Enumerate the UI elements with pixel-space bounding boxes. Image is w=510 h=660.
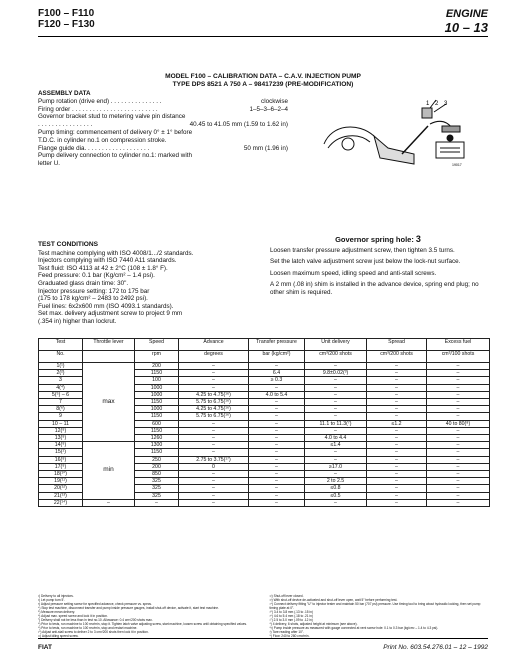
tc-line: Fuel lines: 6x2x600 mm (ISO 4093.1 standards). bbox=[38, 302, 174, 310]
table-cell: – bbox=[367, 370, 427, 377]
footnote: ⁵) Measure mean delivery. bbox=[38, 610, 76, 614]
table-cell: – bbox=[427, 413, 490, 420]
header-advance: Advance bbox=[179, 339, 249, 351]
table-cell: – bbox=[427, 435, 490, 442]
table-cell: 4.0 to 4.4 bbox=[305, 435, 367, 442]
calibration-table bbox=[38, 338, 490, 507]
cell-test-no: 20(¹²) bbox=[39, 485, 83, 492]
table-cell: – bbox=[367, 463, 427, 470]
governor-drawing bbox=[318, 98, 470, 170]
table-cell: – bbox=[305, 471, 367, 478]
bracket-line: Governor bracket stud to metering valve pin distance bbox=[38, 113, 186, 121]
table-cell: – bbox=[367, 384, 427, 391]
footnotes-right bbox=[270, 594, 490, 638]
table-cell: – bbox=[179, 420, 249, 427]
table-cell: – bbox=[249, 485, 305, 492]
table-cell: ≤0.8 bbox=[305, 485, 367, 492]
bracket-dots: . . . . . . . . . . . . . . . . bbox=[38, 121, 93, 129]
table-cell: – bbox=[367, 377, 427, 384]
cell-test-no: 5(⁵) – 6 bbox=[39, 391, 83, 398]
test-conditions-heading: TEST CONDITIONS bbox=[38, 241, 99, 248]
flange-label: Flange guide dia. . . . . . . . . . . . . . . . . . . bbox=[38, 144, 150, 152]
governor-hole-number: 3 bbox=[415, 234, 421, 244]
cell-test-no: 8(⁶) bbox=[39, 406, 83, 413]
cell-test-no: 15(¹) bbox=[39, 449, 83, 456]
table-cell: – bbox=[179, 499, 249, 506]
governor-spring-section bbox=[270, 236, 486, 301]
table-cell: – bbox=[249, 413, 305, 420]
models-line-2: F120 – F130 bbox=[38, 19, 95, 30]
table-cell: 600 bbox=[135, 420, 179, 427]
table-body bbox=[39, 363, 490, 507]
table-cell: ≤1.2 bbox=[367, 420, 427, 427]
table-cell: – bbox=[427, 377, 490, 384]
rotation-row bbox=[38, 98, 288, 106]
tc-line: Graduated glass drain time: 30". bbox=[38, 279, 129, 287]
header-throttle: Throttle lever bbox=[83, 339, 135, 351]
table-cell: 1150 bbox=[135, 449, 179, 456]
table-row bbox=[39, 442, 490, 449]
unit-advance: degrees bbox=[179, 351, 249, 363]
governor-paragraph: Loosen transfer pressure adjustment screw, then tighten 3.5 turns. bbox=[270, 246, 455, 254]
table-cell: – bbox=[135, 499, 179, 506]
table-cell: – bbox=[179, 478, 249, 485]
table-cell: 5.75 to 6.75(¹⁶) bbox=[179, 399, 249, 406]
footnote: ⁴) Stop test machine, disconnect transfer and pump inside pressure gauges, install shut-off device, activate it, start test machine. bbox=[38, 606, 219, 610]
table-cell: – bbox=[179, 442, 249, 449]
header-speed: Speed bbox=[135, 339, 179, 351]
table-cell: 200 bbox=[135, 363, 179, 370]
table-cell: – bbox=[179, 485, 249, 492]
table-cell: – bbox=[305, 499, 367, 506]
table-cell: – bbox=[249, 406, 305, 413]
table-cell: – bbox=[249, 499, 305, 506]
table-cell: 1150 bbox=[135, 399, 179, 406]
table-cell: 5.75 to 6.75(¹⁶) bbox=[179, 413, 249, 420]
footer-brand: FIAT bbox=[38, 644, 52, 651]
table-cell: 1150 bbox=[135, 413, 179, 420]
cell-test-no: 19(¹¹) bbox=[39, 478, 83, 485]
header-transfer: Transfer pressure bbox=[249, 339, 305, 351]
tc-line: Feed pressure: 0.1 bar (Kg/cm² – 1.4 psi). bbox=[38, 272, 155, 280]
table-cell: – bbox=[427, 399, 490, 406]
cell-test-no: 2(²) bbox=[39, 370, 83, 377]
table-row bbox=[39, 499, 490, 506]
governor-heading-label: Governor spring hole: bbox=[335, 235, 414, 244]
table-cell: – bbox=[427, 492, 490, 499]
table-cell: – bbox=[427, 456, 490, 463]
firing-value: 1–5–3–6–2–4 bbox=[249, 105, 288, 113]
unit-transfer: bar (kg/cm²) bbox=[249, 351, 305, 363]
footer-rule bbox=[38, 638, 488, 639]
cell-test-no: 22(¹⁴) bbox=[39, 499, 83, 506]
table-cell: – bbox=[367, 413, 427, 420]
delivery-line-1: Pump delivery connection to cylinder no.1: marked with bbox=[38, 152, 193, 160]
table-cell: – bbox=[427, 485, 490, 492]
page-title bbox=[38, 73, 488, 89]
flange-row bbox=[38, 145, 288, 153]
footnote: ³) Tare reading after 10". bbox=[269, 630, 304, 634]
table-units-row bbox=[39, 351, 490, 363]
table-cell: 200 bbox=[135, 463, 179, 470]
section-header bbox=[445, 8, 488, 34]
table-cell: 11.1 to 11.3(⁷) bbox=[305, 420, 367, 427]
table-cell: – bbox=[305, 363, 367, 370]
footnote: ⁸) Flow: 240 to 280 cm³/min. bbox=[269, 634, 310, 638]
table-cell: – bbox=[367, 449, 427, 456]
footnote: ¹¹) Adjust idling speed screw. bbox=[38, 634, 79, 638]
unit-speed: rpm bbox=[135, 351, 179, 363]
table-cell: – bbox=[249, 363, 305, 370]
table-cell: – bbox=[249, 456, 305, 463]
table-cell: – bbox=[179, 449, 249, 456]
cell-throttle-max: max bbox=[83, 363, 135, 442]
firing-row bbox=[38, 106, 288, 114]
table-cell: 1260 bbox=[135, 435, 179, 442]
table-cell: 2 to 2.5 bbox=[305, 478, 367, 485]
rotation-label: Pump rotation (drive end) . . . . . . . . . . . . . . . bbox=[38, 97, 162, 105]
table-cell: – bbox=[427, 363, 490, 370]
footnote: ³) Adjust pressure setting screw for specified advance, check pressure vs. specs. bbox=[38, 602, 152, 606]
table-cell: – bbox=[305, 384, 367, 391]
table-cell: – bbox=[367, 427, 427, 434]
delivery-line-2: letter U. bbox=[38, 160, 61, 168]
header-unit-delivery: Unit delivery bbox=[305, 339, 367, 351]
table-cell: 4.0 to 5.4 bbox=[249, 391, 305, 398]
table-cell: 100 bbox=[135, 377, 179, 384]
firing-label: Firing order . . . . . . . . . . . . . . . . . . . . . . . . . bbox=[38, 105, 158, 113]
title-line-2: TYPE DPS 8521 A 750 A – 98417239 (PRE-MODIFICATION) bbox=[172, 81, 354, 88]
table-cell: – bbox=[367, 492, 427, 499]
table-cell: – bbox=[249, 427, 305, 434]
unit-test: No. bbox=[39, 351, 83, 363]
cell-test-no: 21(¹³) bbox=[39, 492, 83, 499]
table-cell: 850 bbox=[135, 471, 179, 478]
cell-test-no: 12(⁹) bbox=[39, 427, 83, 434]
unit-throttle bbox=[83, 351, 135, 363]
cell-test-no: 1(¹) bbox=[39, 363, 83, 370]
header-test: Test bbox=[39, 339, 83, 351]
table-cell: ≤0.5 bbox=[305, 492, 367, 499]
cell-test-no: 9 bbox=[39, 413, 83, 420]
table-cell: – bbox=[367, 499, 427, 506]
assembly-data bbox=[38, 90, 288, 168]
flange-value: 50 mm (1.96 in) bbox=[243, 144, 288, 152]
table-cell: – bbox=[305, 406, 367, 413]
table-cell: – bbox=[367, 435, 427, 442]
table-cell: – bbox=[305, 399, 367, 406]
tc-line: (175 to 178 kg/cm² – 2483 to 2492 psi). bbox=[38, 295, 148, 303]
table-cell: – bbox=[367, 478, 427, 485]
governor-paragraph: Loosen maximum speed, idling speed and anti-stall screws. bbox=[270, 269, 437, 277]
table-cell: 325 bbox=[135, 485, 179, 492]
footnote: *) 4 delivery, 6 shots, adjusted height at minimum (see above). bbox=[269, 622, 358, 626]
models-line-1: F100 – F110 bbox=[38, 8, 95, 19]
cell-test-no: 17(⁹) bbox=[39, 463, 83, 470]
footnote: ¹²) Shut-off lever closed. bbox=[269, 594, 304, 598]
table-cell: – bbox=[367, 485, 427, 492]
governor-paragraph: A 2 mm (.08 in) shim is installed in the advance device, spring end plug; no other shim is required. bbox=[270, 281, 479, 296]
cell-test-no: 10 – 11 bbox=[39, 420, 83, 427]
table-cell: – bbox=[427, 384, 490, 391]
footnote: ⁶) Adjust max. speed screw and lock it in position. bbox=[38, 614, 108, 618]
header-excess-fuel: Excess fuel bbox=[427, 339, 490, 351]
table-cell: – bbox=[249, 420, 305, 427]
tc-line: Injectors complying with ISO 7440 A11 standards. bbox=[38, 257, 177, 265]
unit-excess: cm³/100 shots bbox=[427, 351, 490, 363]
table-cell: – bbox=[179, 435, 249, 442]
footnote: ¹⁵) 3.4 to 3.8 mm (.13 to .15 in) bbox=[269, 610, 313, 614]
table-cell: – bbox=[249, 463, 305, 470]
footnote: ⁷) Delivery shall not be less than in test no.10. Allowance: 0.4 cm³/200 shots max. bbox=[38, 618, 153, 622]
governor-diagram bbox=[318, 98, 470, 170]
table-cell: – bbox=[367, 363, 427, 370]
table-cell: – bbox=[249, 399, 305, 406]
table-cell: – bbox=[305, 449, 367, 456]
cell-test-no: 18(¹⁰) bbox=[39, 471, 83, 478]
footnote: *²) Pump inside pressure as measured with gauge connected at vent screw hole: 0.1 to 0.3 bar (kg/cm² – 1.4 to 4.3 psi). bbox=[269, 626, 439, 630]
table-cell: – bbox=[179, 427, 249, 434]
table-cell: – bbox=[367, 399, 427, 406]
bracket-row bbox=[38, 121, 288, 129]
governor-heading bbox=[270, 236, 486, 244]
table-cell: – bbox=[249, 384, 305, 391]
tc-line: Test fluid: ISO 4113 at 42 ± 2°C (108 ± 1.8° F). bbox=[38, 264, 168, 272]
table-cell: 1150 bbox=[135, 427, 179, 434]
footnote: ⁹) Prior to tests, run machine to 100 rev/min, stop and restart machine. bbox=[38, 626, 138, 630]
table-cell: – bbox=[427, 449, 490, 456]
timing-line-2: T.D.C. in cylinder no.1 on compression stroke. bbox=[38, 136, 167, 144]
diagram-label-2: 2 bbox=[435, 101, 439, 107]
table-cell: – bbox=[427, 499, 490, 506]
footnote: ¹⁰) Adjust anti-stall screw to deliver 2 to 3 cm³/200 shots then lock it in position. bbox=[38, 630, 149, 634]
table-cell: ≤1.4 bbox=[305, 442, 367, 449]
table-cell: 2.75 to 3.75(¹⁷) bbox=[179, 456, 249, 463]
footnote: ¹) Delivery to all injectors. bbox=[38, 594, 74, 598]
unit-spread: cm³/200 shots bbox=[367, 351, 427, 363]
tc-line: (.354 in) higher than lockrut. bbox=[38, 317, 117, 325]
footnotes bbox=[38, 594, 489, 638]
table-cell: – bbox=[305, 391, 367, 398]
assembly-heading: ASSEMBLY DATA bbox=[38, 90, 91, 97]
table-cell: – bbox=[179, 471, 249, 478]
cell-test-no: 13(⁹) bbox=[39, 435, 83, 442]
table-header-row bbox=[39, 339, 490, 351]
table-cell: 1000 bbox=[135, 406, 179, 413]
table-cell: – bbox=[427, 463, 490, 470]
table-cell: – bbox=[427, 391, 490, 398]
footnote: ¹⁷) 2.5 to 3.0 mm (.09 to .12 in) bbox=[269, 618, 313, 622]
table-cell: – bbox=[427, 442, 490, 449]
rotation-value: clockwise bbox=[261, 97, 288, 105]
test-conditions bbox=[38, 241, 258, 326]
table-cell: – bbox=[249, 449, 305, 456]
table-cell: 6.4 bbox=[249, 370, 305, 377]
table-cell: – bbox=[305, 413, 367, 420]
footnote: ²) Let pump turn 5'. bbox=[38, 598, 65, 602]
footnote: ¹³) With shut-off device de-activated and shut-off lever open, wait 5" before performing test. bbox=[269, 598, 398, 602]
tc-line: Injector pressure setting: 172 to 175 bar bbox=[38, 287, 150, 295]
table-cell: – bbox=[367, 456, 427, 463]
table-cell: – bbox=[179, 370, 249, 377]
table-cell: – bbox=[367, 471, 427, 478]
table-cell: ≥ 0.3 bbox=[249, 377, 305, 384]
footnote: ¹⁴) Connect delivery fitting "U" to injector tester and maintain 50 bar (707 psi) pressure. Use timing tool to bring about hydraulic locking, then set pump timing plate at 0°. bbox=[269, 602, 481, 610]
table-cell: – bbox=[179, 492, 249, 499]
cell-test-no: 16(⁹) bbox=[39, 456, 83, 463]
table-cell: 1000 bbox=[135, 384, 179, 391]
footnote: ⁸) Prior to tests, run machine to 100 rev/min, stop it. Tighten latch valve adjusting screw, start machine, loosen screw until obtaining specified values. bbox=[38, 622, 247, 626]
table-cell: – bbox=[367, 406, 427, 413]
table-cell: – bbox=[305, 456, 367, 463]
governor-paragraph: Set the latch valve adjustment screw just below the lock-nut surface. bbox=[270, 258, 461, 266]
table-cell: – bbox=[427, 427, 490, 434]
table-cell: 4.25 to 4.75(¹⁶) bbox=[179, 391, 249, 398]
diagram-label-3: 3 bbox=[444, 101, 448, 107]
cell-throttle: – bbox=[83, 499, 135, 506]
table-cell: – bbox=[305, 377, 367, 384]
table-cell: – bbox=[367, 442, 427, 449]
models-header bbox=[38, 8, 95, 30]
cell-throttle-min: min bbox=[83, 442, 135, 500]
tc-line: Set max. delivery adjustment screw to project 9 mm bbox=[38, 310, 183, 318]
title-line-1: MODEL F100 – CALIBRATION DATA – C.A.V. INJECTION PUMP bbox=[165, 73, 361, 80]
table-cell: – bbox=[427, 406, 490, 413]
table-cell: – bbox=[305, 427, 367, 434]
footnote: ¹⁶) 4.6 to 5.4 mm (.18 to .21 in) bbox=[269, 614, 313, 618]
table-cell: – bbox=[179, 384, 249, 391]
diagram-label-1: 1 bbox=[426, 101, 430, 107]
table-cell: – bbox=[367, 391, 427, 398]
header-rule bbox=[38, 36, 488, 37]
cell-test-no: 3 bbox=[39, 377, 83, 384]
table-cell: 325 bbox=[135, 492, 179, 499]
table-cell: ≥17.0 bbox=[305, 463, 367, 470]
bracket-value: 40.45 to 41.05 mm (1.59 to 1.62 in) bbox=[189, 121, 288, 129]
table-cell: – bbox=[179, 377, 249, 384]
diagram-code: 19017 bbox=[452, 163, 462, 167]
table-cell: 325 bbox=[135, 478, 179, 485]
table-cell: 1150 bbox=[135, 370, 179, 377]
table-cell: 40 to 80(⁸) bbox=[427, 420, 490, 427]
table-cell: – bbox=[249, 478, 305, 485]
tc-line: Test machine complying with ISO 4008/1.../2 standards. bbox=[38, 249, 194, 257]
table-cell: – bbox=[249, 435, 305, 442]
table-cell: 1300 bbox=[135, 442, 179, 449]
table-cell: – bbox=[427, 471, 490, 478]
table-cell: 4.25 to 4.75(¹⁶) bbox=[179, 406, 249, 413]
footer-print-number: Print No. 603.54.276.01 – 12 – 1992 bbox=[383, 644, 488, 651]
table-cell: 0 bbox=[179, 463, 249, 470]
table-cell: – bbox=[427, 370, 490, 377]
table-cell: 1000 bbox=[135, 391, 179, 398]
cell-test-no: 14(⁹) bbox=[39, 442, 83, 449]
section-title: ENGINE bbox=[445, 8, 488, 20]
unit-delivery: cm³/200 shots bbox=[305, 351, 367, 363]
header-spread: Spread bbox=[367, 339, 427, 351]
cell-test-no: 7 bbox=[39, 399, 83, 406]
table-row bbox=[39, 363, 490, 370]
table-cell: – bbox=[427, 478, 490, 485]
timing-line-1: Pump timing: commencement of delivery 0° ± 1° before bbox=[38, 128, 193, 136]
table-cell: – bbox=[179, 363, 249, 370]
page-number: 10 – 13 bbox=[444, 20, 488, 35]
table-cell: – bbox=[249, 492, 305, 499]
table-cell: – bbox=[249, 471, 305, 478]
table-cell: 9.8±0.02(³) bbox=[305, 370, 367, 377]
footnotes-left bbox=[38, 594, 258, 638]
cell-test-no: 4(⁴) bbox=[39, 384, 83, 391]
table-cell: 250 bbox=[135, 456, 179, 463]
table-cell: – bbox=[249, 442, 305, 449]
